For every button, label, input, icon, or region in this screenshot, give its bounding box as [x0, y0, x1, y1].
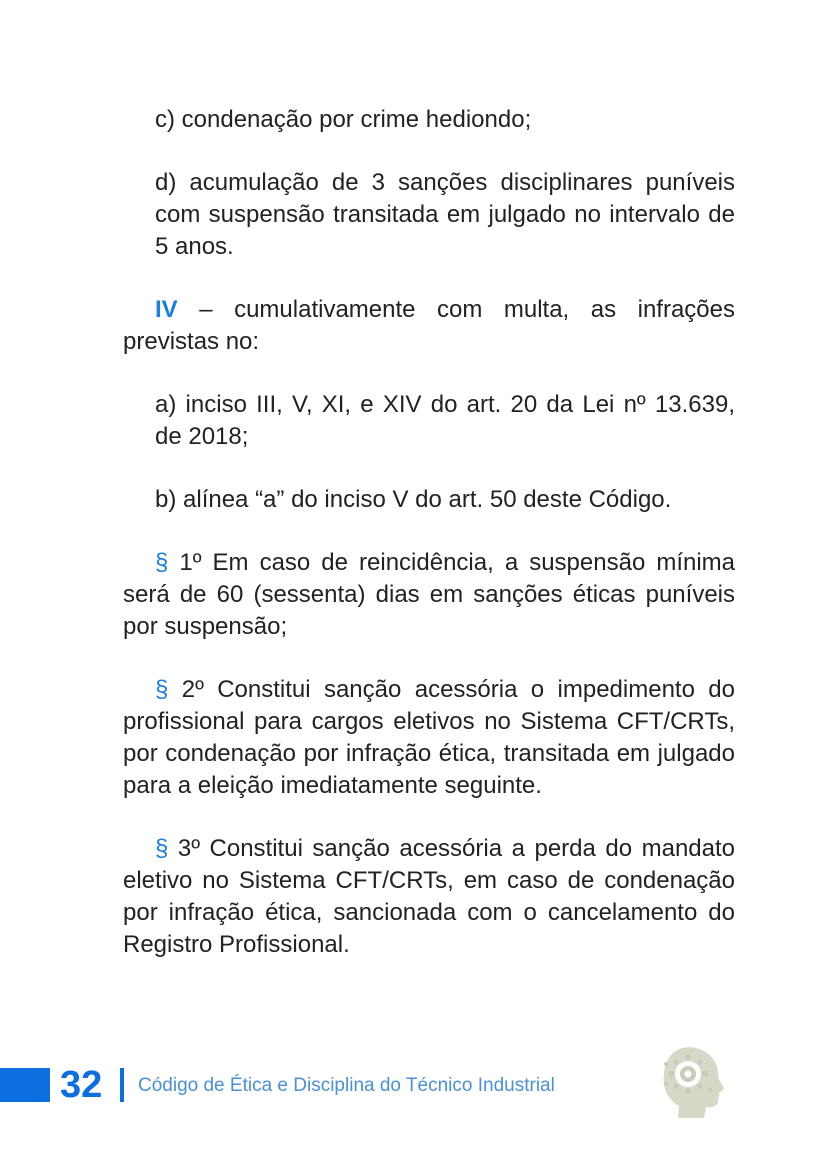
item-iv-a: a) inciso III, V, XI, e XIV do art. 20 da Lei nº 13.639, de 2018;	[155, 391, 735, 450]
section-marker: §	[155, 835, 169, 862]
paragraph-3	[123, 833, 735, 961]
item-iv-b: b) alínea “a” do inciso V do art. 50 deste Código.	[155, 486, 672, 513]
section-marker: §	[155, 549, 169, 576]
paragraph-2	[123, 674, 735, 802]
head-gear-icon	[652, 1040, 732, 1120]
paragraph-text: 3º Constitui sanção acessória a perda do mandato eletivo no Sistema CFT/CRTs, em caso de condenação por infração ética, sancionada com o cancelamento do Registro Profissional.	[123, 835, 735, 958]
footer-title: Código de Ética e Disciplina do Técnico Industrial	[138, 1075, 555, 1096]
item-d: d) acumulação de 3 sanções disciplinares puníveis com suspensão transitada em julgado no intervalo de 5 anos.	[155, 169, 735, 260]
paragraph-text: 1º Em caso de reincidência, a suspensão mínima será de 60 (sessenta) dias em sanções éticas puníveis por suspensão;	[123, 549, 735, 640]
inciso-text: – cumulativamente com multa, as infrações previstas no:	[123, 296, 735, 355]
footer-divider	[120, 1068, 124, 1102]
item-c: c) condenação por crime hediondo;	[155, 106, 532, 133]
paragraph-1	[123, 547, 735, 643]
inciso-iv	[123, 294, 735, 358]
paragraph-text: 2º Constitui sanção acessória o impedimento do profissional para cargos eletivos no Sistema CFT/CRTs, por condenação por infração ética, transitada em julgado para a eleição imediatamente seguinte.	[123, 676, 735, 799]
page-number: 32	[60, 1064, 103, 1106]
inciso-marker: IV	[155, 296, 178, 323]
footer-accent-bar	[0, 1068, 50, 1102]
document-body	[123, 104, 735, 992]
section-marker: §	[155, 676, 169, 703]
